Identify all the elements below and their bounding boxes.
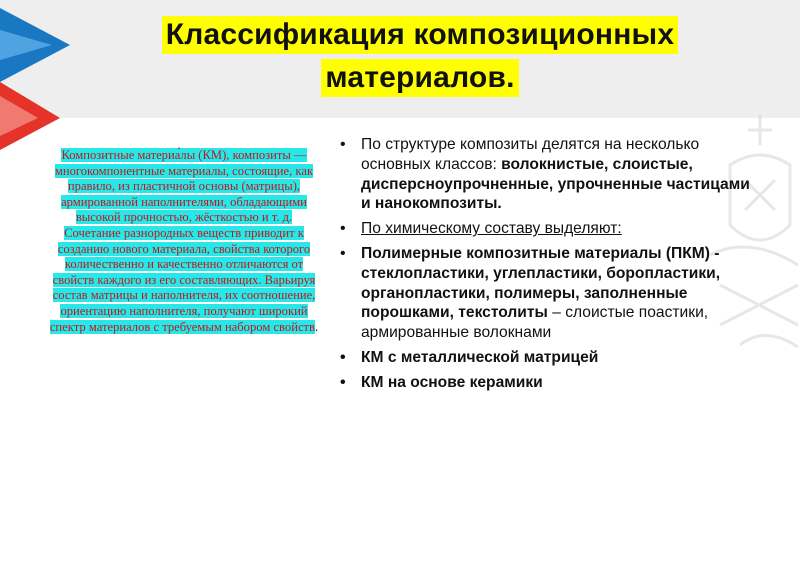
- list-item-metal: • КМ с металлической матрицей: [336, 348, 756, 368]
- polymer-rest: – слоистые поастики, армированные волокнами: [361, 304, 709, 342]
- classification-list: [336, 135, 756, 398]
- chemical-heading: По химическому составу выделяют:: [361, 220, 622, 238]
- definition-text: Композитные материа́лы (КМ), композиты — многокомпонентные материалы, состоящие, как правило, из пластичной основы (матрицы), армированной наполнителями, обладающими высокой прочностью, жёсткостью и т. д. Сочетание разнородных веществ приводит к созданию нового материала, свойства которого количественно и качественно отличаются от свойств каждого из его составляющих. Варьируя состав матрицы и наполнителя, их соотношение, ориентацию наполнителя, получают широкий спектр материалов с требуемым набором свойств: [49, 148, 316, 334]
- list-item-polymer: [336, 244, 756, 343]
- list-item-ceramic: • КМ на основе керамики: [336, 373, 756, 393]
- title-line-2: материалов.: [321, 59, 518, 97]
- list-item-chemical: [336, 219, 756, 239]
- definition-tail: .: [314, 319, 319, 334]
- university-logo-icon: [0, 0, 105, 150]
- definition-box: [48, 148, 320, 335]
- title-line-1: Классификация композиционных: [162, 16, 678, 54]
- slide-title: [100, 16, 740, 97]
- polymer-emph: Полимерные композитные материалы (ПКМ) - стеклопластики, углепластики, боропластики, органопластики, полимеры, заполненные порошками, текстолиты: [361, 244, 721, 322]
- structure-classes: волокнистые, слоистые, дисперсноупрочненные, упрочненные частицами и нанокомпозиты.: [361, 155, 750, 213]
- list-item-structure: [336, 135, 756, 214]
- structure-intro: По структуре композиты делятся на несколько основных классов:: [361, 136, 700, 173]
